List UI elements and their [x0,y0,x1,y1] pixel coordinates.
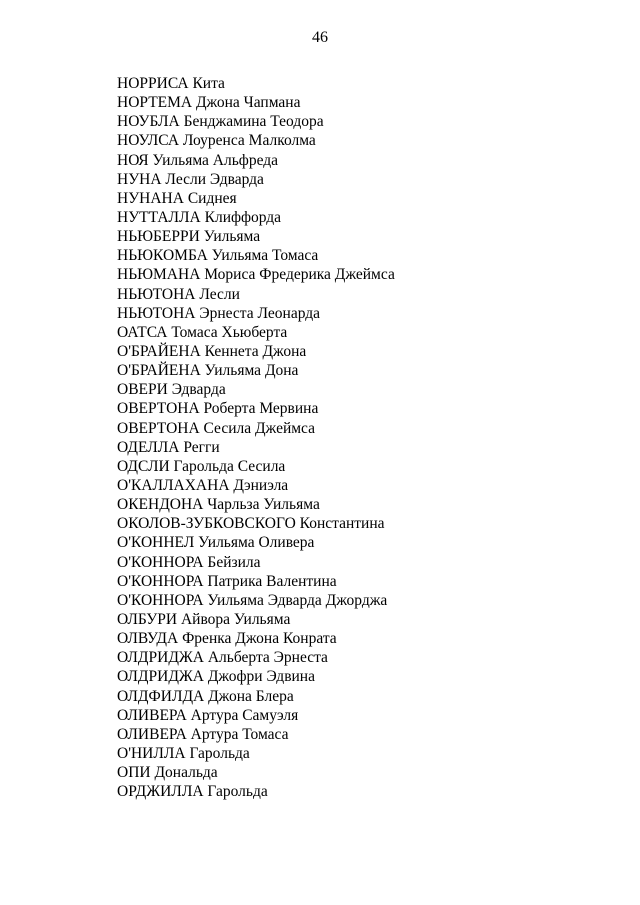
list-item: НОУБЛА Бенджамина Теодора [117,113,324,131]
list-item: НУНАНА Сиднея [117,189,237,207]
list-item: ОКЕНДОНА Чарльза Уильяма [117,496,320,514]
list-item: О'КАЛЛАХАНА Дэниэла [117,476,289,494]
list-item: ОЛДРИДЖА Джофри Эдвина [117,668,315,686]
list-item: НЬЮМАНА Мориса Фредерика Джеймса [117,266,395,284]
list-item: НЬЮКОМБА Уильяма Томаса [117,247,319,265]
page-number: 46 [312,29,328,46]
list-item: ОВЕРИ Эдварда [117,381,226,399]
list-item: О'БРАЙЕНА Уильяма Дона [117,362,299,380]
list-item: ОЛДРИДЖА Альберта Эрнеста [117,649,328,667]
list-item: НЬЮБЕРРИ Уильяма [117,228,261,246]
list-item: О'КОННОРА Уильяма Эдварда Джорджа [117,591,388,609]
list-item: ОВЕРТОНА Сесила Джеймса [117,419,315,437]
name-list [117,74,395,801]
list-item: НУНА Лесли Эдварда [117,170,264,188]
list-item: ОЛИВЕРА Артура Томаса [117,725,289,743]
list-item: ОКОЛОВ-ЗУБКОВСКОГО Константина [117,515,385,533]
list-item: О'КОННОРА Патрика Валентина [117,572,337,590]
list-item: ОПИ Дональда [117,764,218,782]
list-item: НОУЛСА Лоуренса Малколма [117,132,316,150]
list-item: О'БРАЙЕНА Кеннета Джона [117,342,307,360]
list-item: НОРРИСА Кита [117,75,225,92]
list-item: ОЛВУДА Френка Джона Конрата [117,630,337,648]
list-item: ОАТСА Томаса Хьюберта [117,323,288,341]
list-item: НОРТЕМА Джона Чапмана [117,94,301,112]
list-item: ОЛИВЕРА Артура Самуэля [117,706,299,724]
list-item: НУТТАЛЛА Клиффорда [117,208,282,226]
list-item: НЬЮТОНА Лесли [117,285,240,303]
list-item: О'НИЛЛА Гарольда [117,744,250,762]
list-item: ОЛБУРИ Айвора Уильяма [117,610,291,628]
list-item: ОРДЖИЛЛА Гарольда [117,783,268,801]
list-item: О'КОННОРА Бейзила [117,553,261,571]
list-item: ОВЕРТОНА Роберта Мервина [117,400,319,418]
list-item: ОДЕЛЛА Регги [117,438,220,456]
list-item: НОЯ Уильяма Альфреда [117,151,279,169]
list-item: О'КОННЕЛ Уильяма Оливера [117,534,315,552]
list-item: ОДСЛИ Гарольда Сесила [117,457,286,475]
list-item: НЬЮТОНА Эрнеста Леонарда [117,304,321,322]
list-item: ОЛДФИЛДА Джона Блера [117,687,294,705]
